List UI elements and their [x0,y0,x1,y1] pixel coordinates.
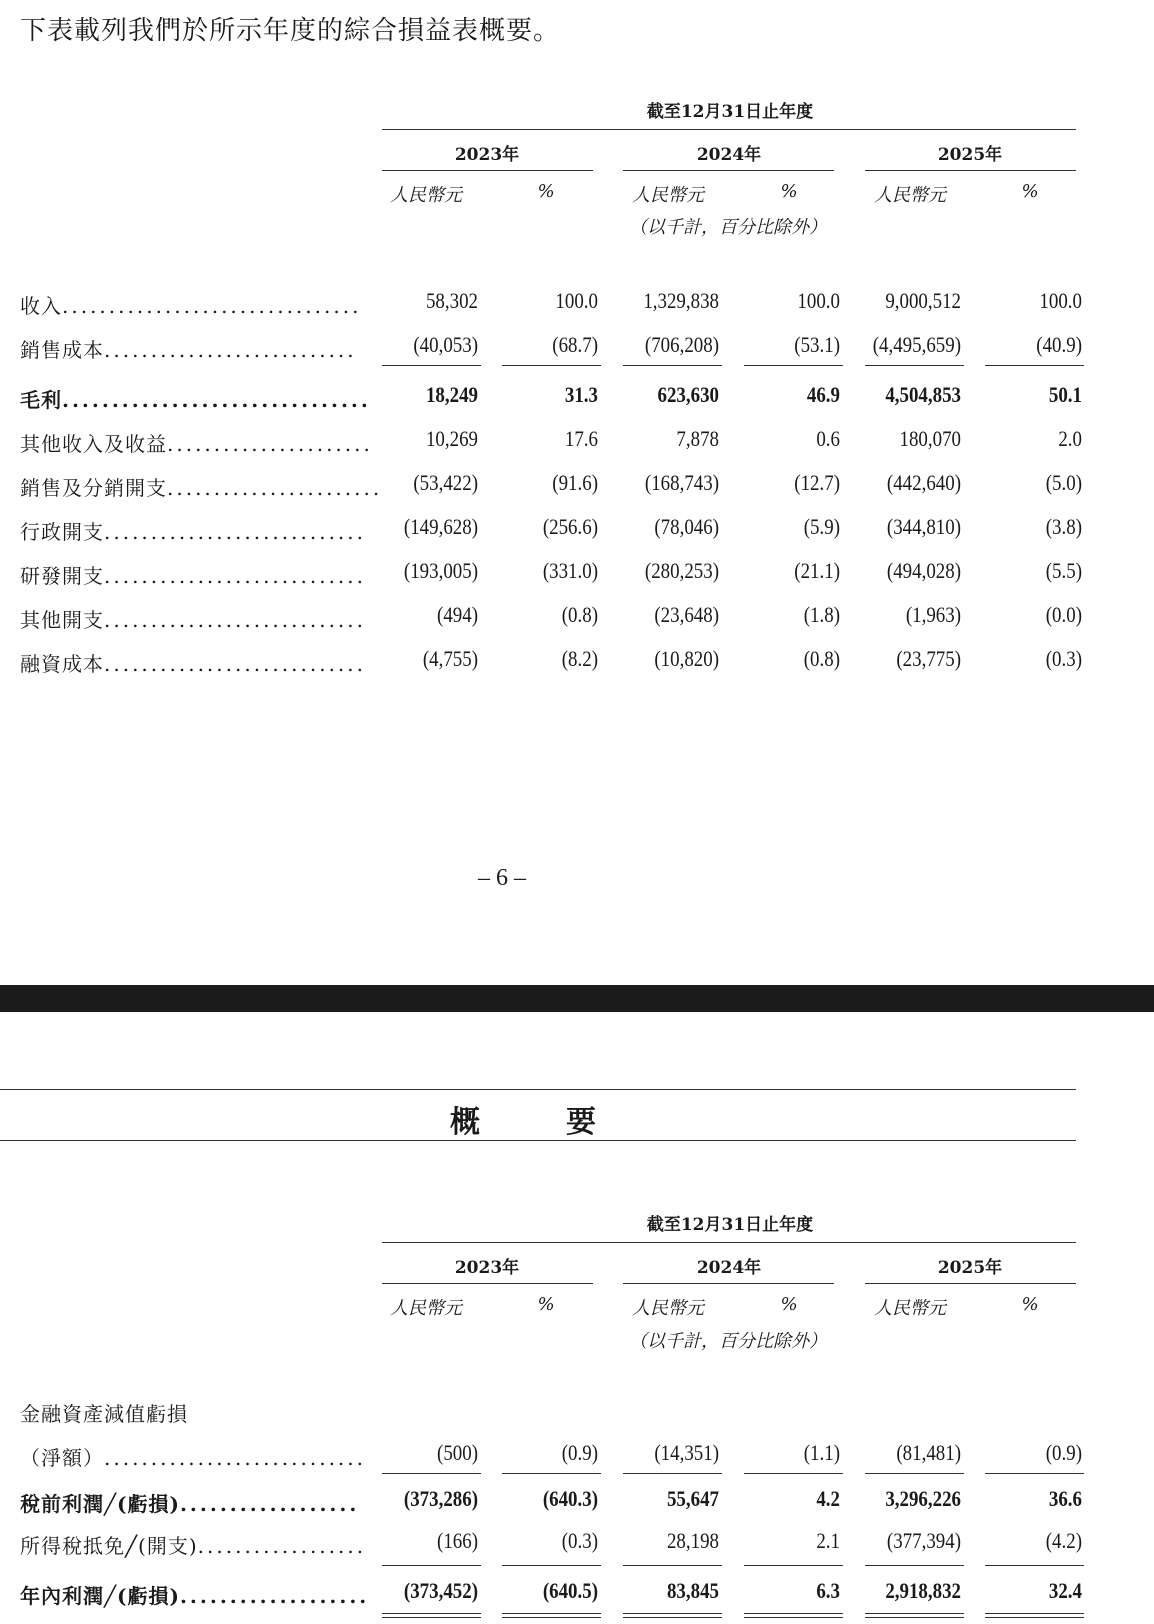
table-cell: (1.1) [803,1440,840,1465]
row-label-text: 其他收入及收益 [20,432,167,456]
table-cell: 9,000,512 [885,288,961,313]
subtotal-rule [623,1473,722,1474]
table-cell: (373,286) [403,1486,478,1511]
table-cell: (8.2) [561,646,598,671]
table-cell: 17.6 [564,426,598,451]
table-cell: (640.5) [542,1578,598,1603]
table-cell: (4,755) [422,646,478,671]
unit-pct: % [1021,1294,1039,1315]
unit-note: （以千計，百分比除外） [629,1331,827,1352]
row-label-text: 年內利潤╱(虧損) [20,1584,180,1608]
table-cell: (1.8) [803,602,840,627]
table-cell: 32.4 [1048,1578,1082,1603]
table-cell: (40,053) [413,332,478,357]
period-header: 截至12月31日止年度 [646,102,814,122]
table-cell: 1,329,838 [643,288,719,313]
table-cell: 6.3 [816,1578,840,1603]
unit-pct: % [780,181,798,202]
table-cell: 180,070 [899,426,961,451]
leader-dots: ............................... [62,388,371,412]
table-cell: (500) [437,1440,478,1465]
table-cell: 46.9 [806,382,840,407]
table-cell: 2.0 [1058,426,1082,451]
unit-pct: % [537,1294,555,1315]
year-rule [623,170,834,171]
unit-rmb: 人民幣元 [390,1298,462,1319]
row-label-text: 其他開支 [20,608,104,632]
subtotal-rule [865,1473,964,1474]
title-rule-bottom [0,1140,1076,1141]
table-cell: (640.3) [542,1486,598,1511]
row-label-text: 稅前利潤╱(虧損) [20,1492,180,1516]
table-cell: (0.8) [561,602,598,627]
leader-dots: ........................... [104,338,357,362]
table-cell: (4,495,659) [872,332,961,357]
table-cell: (68.7) [552,332,598,357]
table-cell: 31.3 [564,382,598,407]
table-cell: (0.0) [1045,602,1082,627]
row-label-text: 銷售及分銷開支 [20,476,167,500]
table-cell: 2.1 [816,1528,840,1553]
table-cell: 18,249 [425,382,478,407]
table-cell: (78,046) [654,514,719,539]
table-cell: 58,302 [425,288,478,313]
table-cell: 0.6 [816,426,840,451]
leader-dots: ................................ [62,294,362,318]
unit-pct: % [537,181,555,202]
table-cell: 50.1 [1048,382,1082,407]
table-cell: (149,628) [403,514,478,539]
table-cell: (344,810) [886,514,961,539]
row-label-text: 毛利 [20,388,62,412]
table-cell: 3,296,226 [885,1486,961,1511]
table-cell: (0.8) [803,646,840,671]
year-rule [623,1283,834,1284]
total-double-rule [865,1613,964,1618]
leader-dots: .................. [197,1534,367,1558]
table-cell: 623,630 [657,382,719,407]
row-label-text: 所得稅抵免╱(開支) [20,1534,198,1558]
unit-pct: % [780,1294,798,1315]
table-cell: 2,918,832 [885,1578,961,1603]
leader-dots: ............................ [104,564,367,588]
subtotal-rule [744,1565,843,1566]
subtotal-rule [382,1565,481,1566]
row-label [20,1398,360,1427]
table-cell: (0.9) [561,1440,598,1465]
total-double-rule [382,1613,481,1618]
leader-dots: ............................ [104,652,367,676]
row-label-text: 研發開支 [20,564,104,588]
total-double-rule [502,1613,601,1618]
year-2024-header: 2024年 [696,145,762,165]
table-cell: 36.6 [1048,1486,1082,1511]
subtotal-rule [985,1473,1084,1474]
leader-dots: .................. [179,1492,360,1516]
unit-rmb: 人民幣元 [632,185,704,206]
leader-dots: ............................ [104,608,367,632]
leader-dots: ................... [179,1584,370,1608]
table-cell: (0.3) [1045,646,1082,671]
table-cell: (23,775) [896,646,961,671]
table-cell: 83,845 [666,1578,719,1603]
year-2024-header: 2024年 [696,1258,762,1278]
table-cell: (0.3) [561,1528,598,1553]
table-cell: 4,504,853 [885,382,961,407]
subtotal-rule [865,1565,964,1566]
table-cell: (331.0) [542,558,598,583]
leader-dots: ...................... [167,432,373,456]
table-cell: 4.2 [816,1486,840,1511]
table-cell: (494) [437,602,478,627]
table-cell: (23,648) [654,602,719,627]
table-cell: (377,394) [886,1528,961,1553]
table-cell: (53,422) [413,470,478,495]
page-separator [0,985,1154,1012]
table-cell: 100.0 [797,288,840,313]
table-cell: 10,269 [425,426,478,451]
table-cell: (168,743) [644,470,719,495]
row-label-text: 金融資產減值虧損 [20,1402,188,1426]
subtotal-rule [502,1473,601,1474]
subtotal-rule [744,1473,843,1474]
unit-rmb: 人民幣元 [874,1298,946,1319]
title-rule-top [0,1089,1076,1090]
section-title: 概 要 [450,1105,624,1140]
unit-pct: % [1021,181,1039,202]
table-cell: (40.9) [1036,332,1082,357]
table-cell: (0.9) [1045,1440,1082,1465]
subtotal-rule [382,1473,481,1474]
table-cell: (5.0) [1045,470,1082,495]
table-cell: 55,647 [666,1486,719,1511]
table-cell: 28,198 [666,1528,719,1553]
header-rule [382,129,1076,130]
total-double-rule [623,1613,722,1618]
year-2023-header: 2023年 [454,1258,520,1278]
table-cell: (21.1) [794,558,840,583]
header-rule [382,1242,1076,1243]
subtotal-rule [985,1565,1084,1566]
table-cell: (12.7) [794,470,840,495]
table-cell: (3.8) [1045,514,1082,539]
intro-text: 下表載列我們於所示年度的綜合損益表概要。 [20,16,561,46]
unit-rmb: 人民幣元 [632,1298,704,1319]
table-cell: (373,452) [403,1578,478,1603]
year-2025-header: 2025年 [937,1258,1003,1278]
table-cell: (81,481) [896,1440,961,1465]
subtotal-rule [865,365,964,366]
subtotal-rule [623,1565,722,1566]
subtotal-rule [985,365,1084,366]
subtotal-rule [744,365,843,366]
unit-rmb: 人民幣元 [390,185,462,206]
year-rule [865,170,1076,171]
table-cell: (10,820) [654,646,719,671]
total-double-rule [985,1613,1084,1618]
table-cell: (442,640) [886,470,961,495]
table-cell: (14,351) [654,1440,719,1465]
table-cell: 7,878 [676,426,719,451]
table-cell: (5.9) [803,514,840,539]
unit-note: （以千計，百分比除外） [629,217,827,238]
leader-dots: ............................ [104,520,367,544]
table-cell: (53.1) [794,332,840,357]
leader-dots: ....................... [167,476,383,500]
year-rule [382,1283,593,1284]
year-2023-header: 2023年 [454,145,520,165]
page-number: – 6 – [478,865,526,891]
table-cell: (256.6) [542,514,598,539]
row-label-text: 融資成本 [20,652,104,676]
table-cell: 100.0 [555,288,598,313]
table-cell: (166) [437,1528,478,1553]
subtotal-rule [623,365,722,366]
row-label-text: 銷售成本 [20,338,104,362]
year-rule [382,170,593,171]
table-cell: (280,253) [644,558,719,583]
row-label-text: 行政開支 [20,520,104,544]
table-cell: (494,028) [886,558,961,583]
leader-dots: ............................ [104,1446,367,1470]
year-2025-header: 2025年 [937,145,1003,165]
year-rule [865,1283,1076,1284]
table-cell: (706,208) [644,332,719,357]
table-cell: (193,005) [403,558,478,583]
subtotal-rule [502,365,601,366]
period-header: 截至12月31日止年度 [646,1215,814,1235]
table-cell: (5.5) [1045,558,1082,583]
table-cell: (4.2) [1045,1528,1082,1553]
total-double-rule [744,1613,843,1618]
subtotal-rule [502,1565,601,1566]
row-label-text: （淨額） [20,1446,104,1470]
table-cell: (1,963) [905,602,961,627]
subtotal-rule [382,365,481,366]
table-cell: 100.0 [1039,288,1082,313]
unit-rmb: 人民幣元 [874,185,946,206]
row-label-text: 收入 [20,294,62,318]
table-cell: (91.6) [552,470,598,495]
